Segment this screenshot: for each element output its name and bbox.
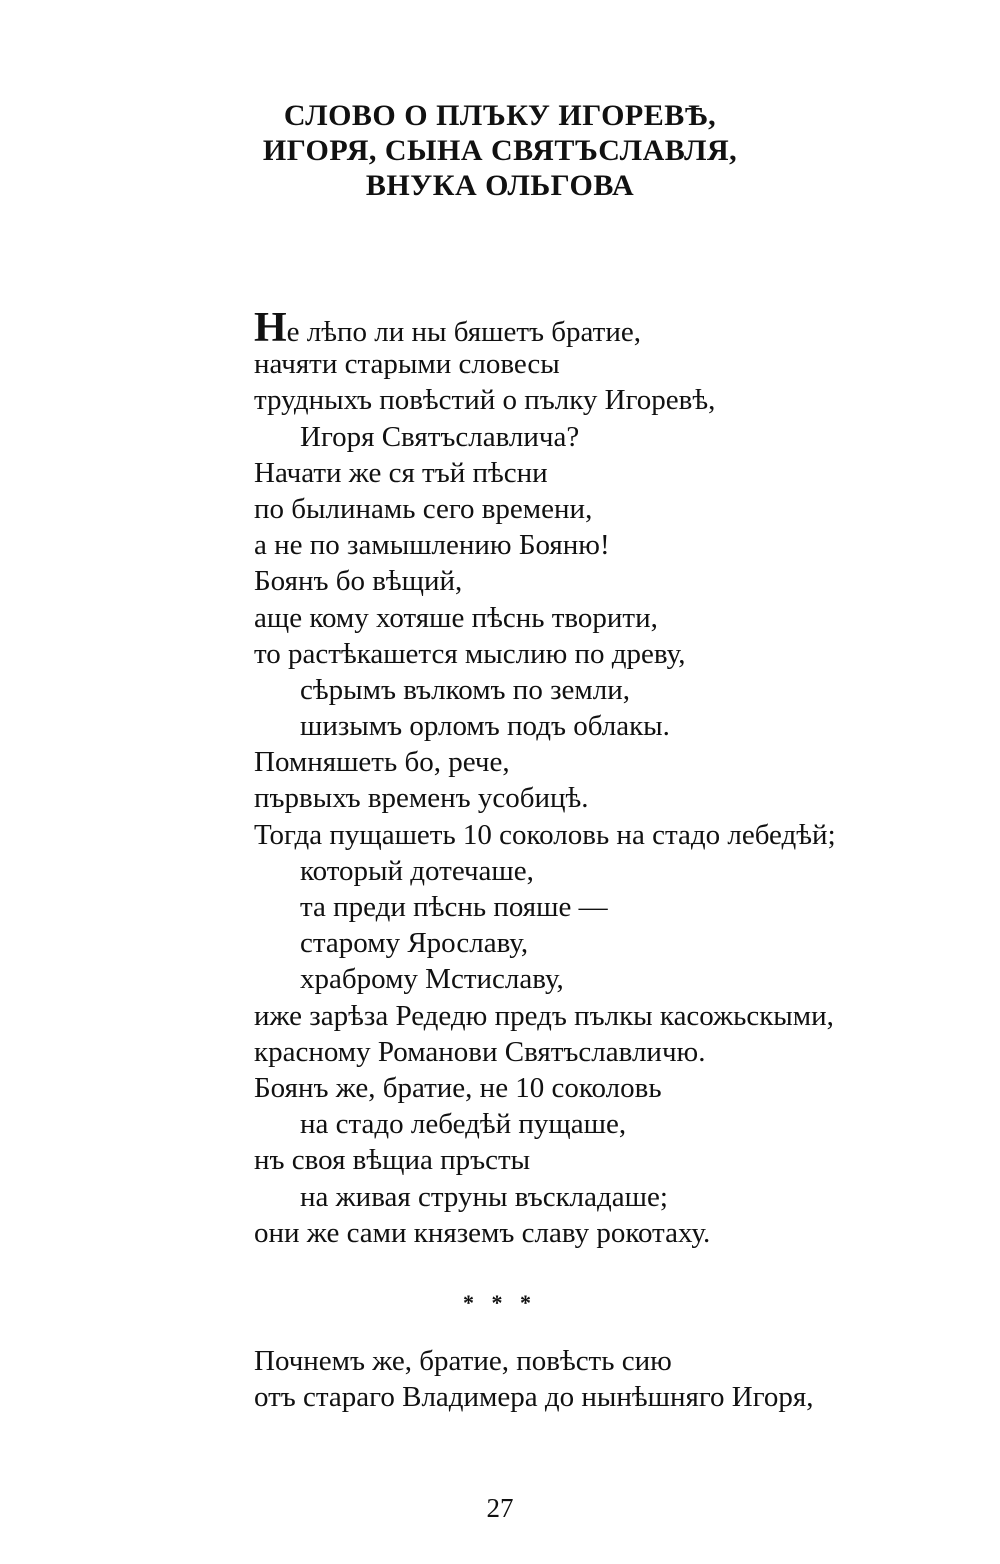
title-line-3: ВНУКА ОЛЬГОВА [365, 169, 635, 202]
poem-line: Начати же ся тъй пѣсни [254, 456, 548, 489]
chapter-title [0, 98, 1000, 203]
poem-line: иже зарѣза Редедю предъ пълкы касожьскыми, [254, 999, 834, 1032]
poem-line: Почнемъ же, братие, повѣсть сию [254, 1345, 672, 1377]
poem-line: нъ своя вѣщиа пръсты [254, 1144, 531, 1177]
poem-line: старому Ярославу, [300, 927, 529, 960]
title-line-1: СЛОВО О ПЛЪКУ ИГОРЕВѢ, [283, 99, 717, 132]
page-number: 27 [486, 1493, 514, 1523]
poem-line: красному Романови Святъславличю. [254, 1035, 706, 1068]
poem-stanza-1 [254, 305, 836, 1251]
drop-cap: Н [254, 305, 287, 351]
section-divider: * * * [463, 1290, 537, 1315]
poem-line: трудныхъ повѣстий о пълку Игоревѣ, [254, 384, 716, 417]
poem-line: на живая струны въскладаше; [300, 1180, 668, 1213]
first-line-text: е лѣпо ли ны бяшетъ братие, [286, 316, 641, 348]
poem-line: то растѣкашется мыслию по древу, [254, 637, 686, 670]
poem-line [254, 305, 836, 351]
poem-line: та преди пѣснь пояше — [300, 891, 608, 923]
title-line-2: ИГОРЯ, СЫНА СВЯТЪСЛАВЛЯ, [262, 134, 738, 167]
poem-line: Боянъ бо вѣщий, [254, 565, 463, 598]
poem-line: Помняшеть бо, рече, [254, 746, 510, 779]
poem-line: храброму Мстиславу, [300, 963, 564, 996]
poem-line: который дотечаше, [300, 854, 534, 887]
poem-line: на стадо лебедѣй пущаше, [300, 1108, 627, 1141]
poem-line: Боянъ же, братие, не 10 соколовь [254, 1071, 662, 1104]
poem-stanza-2 [254, 1343, 814, 1415]
poem-line: отъ стараго Владимера до нынѣшняго Игоря, [254, 1381, 814, 1414]
poem-line: Тогда пущашеть 10 соколовь на стадо лебедѣй; [254, 818, 836, 851]
poem-line: а не по замышлению Бояню! [254, 529, 610, 562]
poem-line: Игоря Святъславлича? [300, 420, 580, 453]
poem-line: начяти старыми словесы [254, 348, 560, 381]
poem-line: аще кому хотяше пѣснь творити, [254, 601, 658, 634]
poem-line: они же сами княземъ славу рокотаху. [254, 1216, 711, 1249]
poem-line: шизымъ орломъ подъ облакы. [300, 710, 670, 743]
poem-line: сѣрымъ вълкомъ по земли, [300, 673, 630, 706]
poem-line: първыхъ временъ усобицѣ. [254, 782, 589, 815]
poem-line: по былинамь сего времени, [254, 492, 593, 525]
